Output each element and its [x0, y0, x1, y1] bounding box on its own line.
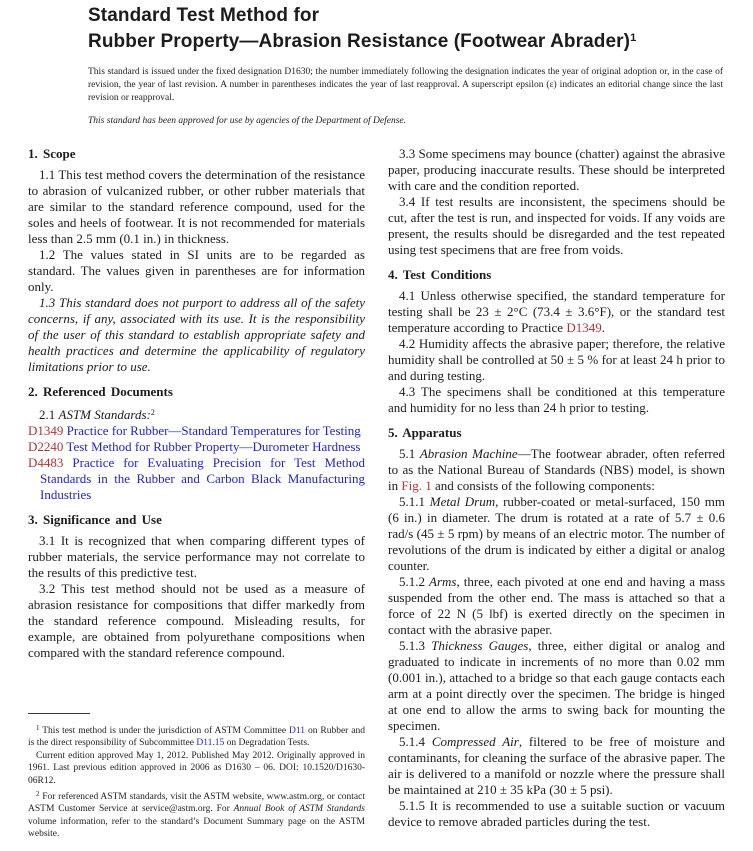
paragraph-5-1-4-number: 5.1.4 — [399, 734, 432, 749]
section-heading-apparatus: 5. Apparatus — [388, 425, 462, 440]
section-heading-test-conditions: 4. Test Conditions — [388, 267, 492, 282]
reference-link-d2240[interactable]: D2240 — [28, 439, 64, 454]
footnote-link-d11[interactable]: D11 — [289, 725, 306, 736]
paragraph-5-1-3 — [388, 638, 725, 734]
title-line-2-text: Rubber Property—Abrasion Resistance (Footwear Abrader) — [88, 31, 631, 52]
footnote-1-marker: 1 — [36, 723, 40, 732]
inline-link-fig-1[interactable]: Fig. 1 — [401, 478, 432, 493]
reference-title-d1349[interactable]: Practice for Rubber—Standard Temperatures for Testing — [63, 423, 361, 438]
reference-item-d2240 — [28, 439, 365, 455]
section-heading-referenced-documents: 2. Referenced Documents — [28, 384, 173, 399]
section-heading-significance: 3. Significance and Use — [28, 512, 162, 527]
section-heading-scope: 1. Scope — [28, 146, 76, 161]
paragraph-5-1-4-term: Compressed Air — [431, 734, 519, 749]
paragraph-5-1-2-number: 5.1.2 — [399, 574, 430, 589]
footnote-2-text-post: volume information, refer to the standard’s Document Summary page on the ASTM website. — [28, 816, 365, 840]
paragraph-1-3: 1.3 This standard does not purport to address all of the safety concerns, if any, associated with its use. It is the responsibility of the user of this standard to establish appropriate safety and health practices and determine the applicability of regulatory limitations prior to use. — [28, 295, 365, 374]
inline-link-d1349[interactable]: D1349 — [566, 320, 602, 335]
right-column — [388, 144, 725, 843]
paragraph-2-1-number: 2.1 — [39, 407, 59, 422]
left-column — [28, 144, 365, 843]
title-line-2 — [88, 27, 723, 53]
reference-link-d4483[interactable]: D4483 — [28, 455, 64, 470]
paragraph-5-1-1-term: Metal Drum — [429, 494, 496, 509]
issuing-note: This standard is issued under the fixed designation D1630; the number immediately following the designation indicates the year of original adoption or, in the case of revision, the year of last revision. A number in parentheses indicates the year of last reapproval. A superscript epsilon (ε) indicates an editorial change since the last revision or reapproval. — [88, 67, 723, 103]
footnote-2 — [28, 788, 365, 841]
paragraph-2-1-title: ASTM Standards: — [58, 407, 151, 422]
reference-link-d1349[interactable]: D1349 — [28, 423, 64, 438]
paragraph-5-1-4-text: , filtered to be free of moisture and contaminants, for cleaning the surface of the abrasive paper. The air is delivered to a manifold or nozzle where the pressure shall be maintained at 210 ± 35 kPa (30 ± 5 psi). — [388, 734, 726, 797]
paragraph-5-1-text-post: and consists of the following components: — [431, 478, 655, 493]
reference-item-d1349 — [28, 423, 365, 439]
body-columns — [0, 144, 753, 843]
reference-title-d4483[interactable]: Practice for Evaluating Precision for Test Method Standards in the Rubber and Carbon Black Manufacturing Industries — [40, 455, 365, 502]
paragraph-5-1-2-text: , three, each pivoted at one end and having a mass suspended from the other end. The mass is attached so that a force of 22 N (5 lbf) is exerted directly on the specimen in contact with the abrasive paper. — [388, 574, 725, 637]
footnote-rule — [28, 713, 90, 714]
footnote-link-d11-15[interactable]: D11.15 — [196, 738, 225, 749]
reference-title-d2240[interactable]: Test Method for Rubber Property—Durometer Hardness — [63, 439, 361, 454]
title-footnote-marker: 1 — [630, 32, 637, 44]
paragraph-1-1: 1.1 This test method covers the determination of the resistance to abrasion of vulcanized rubber, or other rubber materials that are similar to the standard reference compound, used for the soles and heels of footwear. It is not recommended for materials less than 2.5 mm (0.1 in.) in thickness. — [28, 167, 365, 246]
paragraph-5-1-4 — [388, 734, 725, 798]
paragraph-5-1-2 — [388, 574, 725, 638]
paragraph-4-2: 4.2 Humidity affects the abrasive paper; therefore, the relative humidity shall be controlled at 50 ± 5 % for at least 24 h prior to and during testing. — [388, 336, 725, 383]
paragraph-3-3: 3.3 Some specimens may bounce (chatter) against the abrasive paper, producing inaccurate results. These should be interpreted with care and the condition reported. — [388, 146, 725, 193]
footnote-2-text-pre: For referenced ASTM standards, visit the ASTM website, www.astm.org, or contact ASTM Customer Service at service@astm.org. For — [28, 791, 365, 815]
footnotes-block — [28, 713, 365, 843]
footnote-1-text-post: on Degradation Tests. — [224, 738, 310, 749]
footnote-1 — [28, 722, 365, 750]
document-header — [0, 0, 753, 127]
footnote-2-marker: 2 — [36, 789, 40, 798]
paragraph-5-1-3-term: Thickness Gauges — [431, 638, 529, 653]
paragraph-1-2: 1.2 The values stated in SI units are to be regarded as standard. The values given in parentheses are for information only. — [28, 247, 365, 294]
paragraph-5-1-5: 5.1.5 It is recommended to use a suitable suction or vacuum device to remove abraded particles during the test. — [388, 798, 725, 829]
footnote-1-text-pre: This test method is under the jurisdiction of ASTM Committee — [39, 725, 289, 736]
paragraph-5-1-3-text: , three, either digital or analog and graduated to indicate in increments of no more than 0.02 mm (0.001 in.), attached to a bridge so that each gauge contacts each arm at a point directly over the specimen. The bridge is hinged at one end to allow the arms to swing back for mounting the specimen. — [388, 638, 725, 733]
paragraph-5-1-1-text: , rubber-coated or metal-surfaced, 150 mm (6 in.) in diameter. The drum is rotated at a rate of 5.7 ± 0.6 rad/s (45 ± 5 rpm) by means of an electric motor. The number of revolutions of the drum is indicated by either a digital or analog counter. — [388, 494, 725, 573]
paragraph-5-1-2-term: Arms — [429, 574, 457, 589]
paragraph-4-1-text-post: . — [601, 320, 605, 335]
paragraph-5-1-1 — [388, 494, 725, 574]
paragraph-2-1-footnote-marker: 2 — [150, 408, 155, 417]
paragraph-5-1 — [388, 446, 725, 494]
paragraph-4-1 — [388, 288, 725, 336]
dod-approval-note: This standard has been approved for use by agencies of the Department of Defense. — [88, 116, 407, 126]
paragraph-3-4: 3.4 If test results are inconsistent, the specimens should be cut, after the test is run, and inspected for voids. If any voids are present, the results should be disregarded and the test repeated using test specimens that are free from voids. — [388, 194, 725, 257]
paragraph-2-1 — [28, 405, 365, 423]
paragraph-5-1-term: Abrasion Machine — [419, 446, 518, 461]
paragraph-4-1-text-pre: 4.1 Unless otherwise specified, the standard temperature for testing shall be 23 ± 2°C (73.4 ± 3.6°F), or the standard test temperature according to Practice — [388, 288, 725, 335]
paragraph-5-1-3-number: 5.1.3 — [399, 638, 432, 653]
paragraph-3-2: 3.2 This test method should not be used as a measure of abrasion resistance for compositions that differ markedly from the standard reference compound. Misleading results, for example, are obtained from polyurethane compositions when compared with the standard reference compound. — [28, 581, 365, 660]
footnote-1-text-mid: on Rubber and is the direct responsibility of Subcommittee — [28, 725, 365, 749]
footnote-1-edition: Current edition approved May 1, 2012. Published May 2012. Originally approved in 1961. Last previous edition approved in 2006 as D1630 – 06. DOI: 10.1520/D1630-06R12. — [28, 750, 365, 787]
paragraph-4-3: 4.3 The specimens shall be conditioned at this temperature and humidity for no less than 24 h prior to testing. — [388, 384, 725, 415]
paragraph-5-1-number: 5.1 — [399, 446, 420, 461]
reference-item-d4483 — [28, 455, 365, 503]
paragraph-5-1-1-number: 5.1.1 — [399, 494, 430, 509]
footnote-2-book-title: Annual Book of ASTM Standards — [233, 804, 365, 815]
paragraph-5-1-text-mid: —The footwear abrader, often referred to as the National Bureau of Standards (NBS) model, is shown in — [388, 446, 725, 493]
title-line-1: Standard Test Method for — [88, 5, 320, 26]
page-title — [88, 4, 723, 53]
paragraph-3-1: 3.1 It is recognized that when comparing different types of rubber materials, the service performance may not correlate to the results of this predictive test. — [28, 533, 365, 580]
